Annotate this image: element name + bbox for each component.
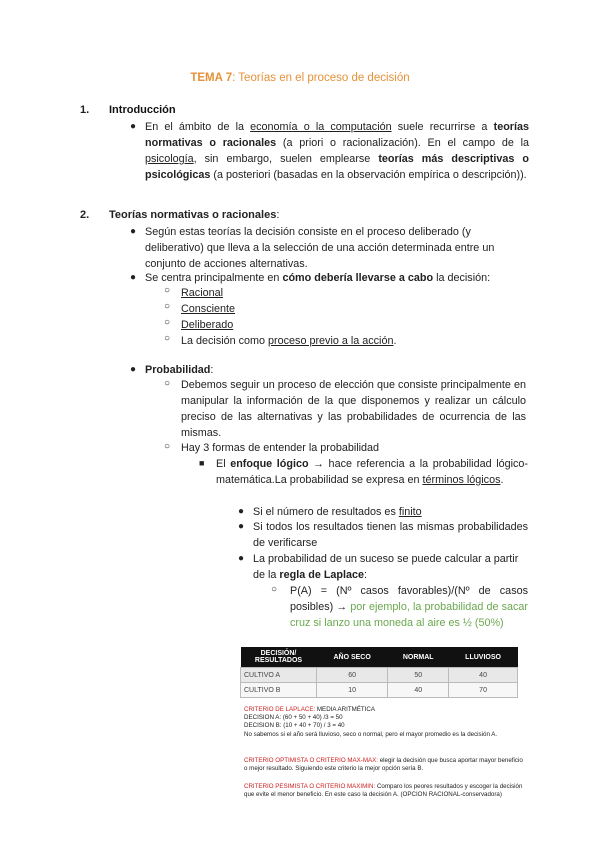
circle-bullet-icon: ○ bbox=[164, 317, 171, 328]
circle-bullet-icon: ○ bbox=[164, 378, 171, 389]
table-header: AÑO SECO bbox=[317, 647, 388, 668]
table-header: NORMAL bbox=[388, 647, 449, 668]
section-1-heading: Introducción bbox=[109, 104, 176, 116]
table-cell: 70 bbox=[449, 683, 518, 698]
table-cell: 10 bbox=[317, 683, 388, 698]
table-row bbox=[241, 683, 518, 698]
circle-bullet-icon: ○ bbox=[164, 285, 171, 296]
probability-heading: Probabilidad: bbox=[145, 364, 214, 376]
table-header: DECISIÓN/ RESULTADOS bbox=[241, 647, 317, 668]
bullet-icon: ● bbox=[238, 553, 245, 564]
square-bullet-icon: ■ bbox=[199, 458, 205, 468]
probability-ways: Hay 3 formas de entender la probabilidad bbox=[181, 442, 380, 454]
circle-bullet-icon: ○ bbox=[164, 441, 171, 452]
page-title bbox=[0, 72, 600, 84]
laplace-note: CRITERIO DE LAPLACE: MEDIA ARITMÉTICA DECISION A: (60 + 50 + 40) /3 = 50 DECISION B: (10 + 40 + 70) / 3 = 40 No sabemos si el año será lluvioso, seco o normal, pero el mayor promedio es la decisión A. bbox=[244, 706, 498, 738]
title-text: : Teorías en el proceso de decisión bbox=[232, 72, 410, 84]
condition-laplace: La probabilidad de un suceso se puede calcular a partir de la regla de Laplace: bbox=[253, 553, 519, 581]
table-header: LLUVIOSO bbox=[449, 647, 518, 668]
condition-equal-probability: Si todos los resultados tienen las mismas probabilidades de verificarse bbox=[253, 521, 528, 549]
title-tema: TEMA 7 bbox=[190, 72, 233, 84]
bullet-icon: ● bbox=[238, 506, 245, 517]
table-cell: 60 bbox=[317, 668, 388, 683]
circle-bullet-icon: ○ bbox=[164, 301, 171, 312]
list-item: Racional bbox=[181, 287, 224, 299]
bullet-icon: ● bbox=[130, 226, 137, 237]
table-cell: CULTIVO A bbox=[241, 668, 317, 683]
section-1-number: 1. bbox=[80, 104, 90, 116]
circle-bullet-icon: ○ bbox=[164, 333, 171, 344]
condition-finite: Si el número de resultados es finito bbox=[253, 506, 422, 518]
decision-table bbox=[240, 647, 518, 698]
list-item: La decisión como proceso previo a la acción. bbox=[181, 335, 397, 347]
table-header-row bbox=[241, 647, 518, 668]
logical-approach: El enfoque lógico → hace referencia a la probabilidad lógico-matemática.La probabilidad se expresa en términos lógicos. bbox=[216, 458, 528, 486]
table-cell: CULTIVO B bbox=[241, 683, 317, 698]
table-cell: 50 bbox=[388, 668, 449, 683]
table-cell: 40 bbox=[449, 668, 518, 683]
list-item: Deliberado bbox=[181, 319, 234, 331]
circle-bullet-icon: ○ bbox=[271, 584, 278, 595]
probability-process: Debemos seguir un proceso de elección que consiste principalmente en manipular la información de la que disponemos y realizar un cálculo preciso de las alternativas y las probabilidades de ocurrencia de las mismas. bbox=[181, 379, 526, 439]
normative-focus: Se centra principalmente en cómo debería llevarse a cabo la decisión: bbox=[145, 272, 491, 284]
table-row bbox=[241, 668, 518, 683]
maxmax-note: CRITERIO OPTIMISTA O CRITERIO MAX-MAX: elegir la decisión que busca aportar mayor beneficio o mejor resultado. Siguiendo este criterio la mejor opción sería B. bbox=[244, 757, 523, 773]
laplace-formula: P(A) = (Nº casos favorables)/(Nº de casos posibles) → por ejemplo, la probabilidad de sacar cruz si lanzo una moneda al aire es ½ (50%) bbox=[290, 585, 528, 629]
intro-paragraph: En el ámbito de la economía o la computación suele recurrirse a teorías normativas o racionales (a priori o racionalización). En el campo de la psicología, sin embargo, suelen emplearse teorías más descriptivas o psicológicas (a posteriori (basadas en la observación empírica o descripción)). bbox=[145, 121, 529, 181]
section-2-heading: Teorías normativas o racionales: bbox=[109, 209, 280, 221]
bullet-icon: ● bbox=[238, 521, 245, 532]
normative-definition: Según estas teorías la decisión consiste en el proceso deliberado (y deliberativo) que lleva a la selección de una acción determinada entre un conjunto de acciones alternativas. bbox=[145, 226, 495, 270]
table-cell: 40 bbox=[388, 683, 449, 698]
bullet-icon: ● bbox=[130, 121, 137, 132]
bullet-icon: ● bbox=[130, 364, 137, 375]
list-item: Consciente bbox=[181, 303, 236, 315]
maximin-note: CRITERIO PESIMISTA O CRITERIO MAXIMIN: Comparo los peores resultados y escoger la decisión que evite el menor beneficio. En este caso la decisión A. (OPCION RACIONAL-conservadora) bbox=[244, 783, 523, 799]
section-2-number: 2. bbox=[80, 209, 90, 221]
bullet-icon: ● bbox=[130, 272, 137, 283]
